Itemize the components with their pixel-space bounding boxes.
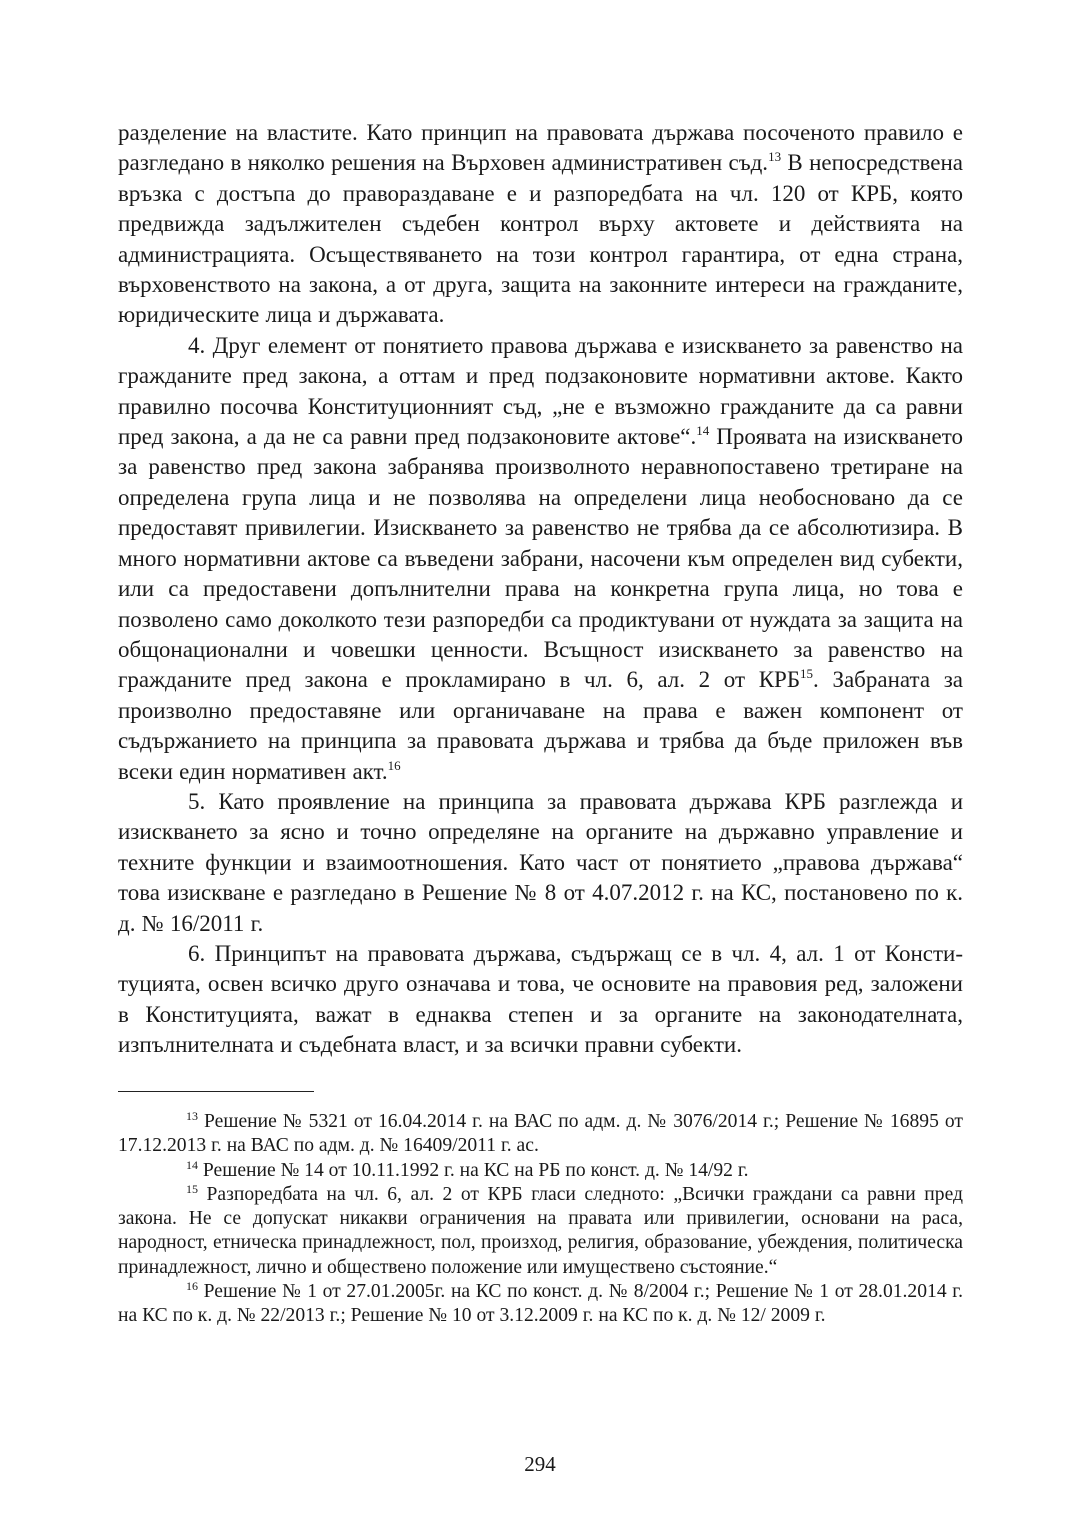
paragraph-4: 4. Друг елемент от понятието правова държава е изискването за равенство на гражданите пред закона, а оттам и пред подзаконовите нормативни актове. Както правилно посочва Конституционният съд, „не е възможно гражданите да са равни пред закона, а да не са равни пред подзаконовите актове“.$^{14}$ Проявата на изискването за равенство пред закона забранява произволното неравнопоставено третиране на определена група лица и не позволява на определени лица необосновано да се предоставят привилегии. Изискването за равенство не трябва да се абсолютизира. В много нормативни актове са въведени забрани, насочени към определен вид субекти, или са предоставени допълнителни права на конкретна група лица, но това е позволено само доколкото тези разпоредби са продиктувани от нуждата за защита на общонационални и човешки ценности. Всъщност изискването за равенство на гражданите пред закона е прокламирано в чл. 6, ал. 2 от КРБ$^{15}$. Забраната за произволно предоставяне или органичаване на права е важен компонент от съдържанието на принципа за правовата държава и трябва да бъде приложен във всеки един нормативен акт.$^{16}$ (118, 332, 963, 784)
footnotes (118, 1110, 963, 1329)
footnote-separator (118, 1091, 314, 1092)
footnote-ref-16[interactable]: 16 (387, 757, 401, 773)
main-text (118, 118, 963, 1061)
footnote-ref-13[interactable]: 13 (768, 149, 782, 165)
footnote-14: $^{14}$ Решение № 14 от 10.11.1992 г. на КС на РБ по конст. д. № 14/92 г. (186, 1157, 749, 1181)
footnote-13: $^{13}$ Решение № 5321 от 16.04.2014 г. на ВАС по адм. д. № 3076/2014 г.; Решение № 16895 от 17.12.2013 г. на ВАС по адм. д. № 16409/2011 г. ас. (118, 1109, 963, 1157)
paragraph-5: 5. Като проявление на принципа за правовата държава КРБ разглежда и изискването за ясно и точно определяне на органите на държавно управление и техните функции и взаимоотношения. Като част от понятието „правова държава“ това изискване е разгледано в Решение № 8 от 4.07.2012 г. на КС, постановено по к. д. № 16/2011 г. (118, 788, 963, 936)
footnote-16: $^{16}$ Решение № 1 от 27.01.2005г. на КС по конст. д. № 8/2004 г.; Решение № 1 от 28.01.2014 г. на КС по к. д. № 22/2013 г.; Решение № 10 от 3.12.2009 г. на КС по к. д. № 12/ 2009 г. (118, 1279, 963, 1327)
footnote-ref-14[interactable]: 14 (696, 423, 710, 439)
footnote-15: $^{15}$ Разпоредбата на чл. 6, ал. 2 от КРБ гласи следното: „Всички граждани са равни пред закона. Не се допускат никакви ограничения на правата или привилегии, основани на раса, народност, етническа принадлежност, пол, произход, религия, образование, убеждения, политическа принадлежност, лично и обществено положение или имуществено състояние.“ (118, 1181, 963, 1278)
paragraph-6: 6. Принципът на правовата държава, съдържащ се в чл. 4, ал. 1 от Конституцията, освен всичко друго означава и това, че основите на правовия ред, заложени в Конституцията, важат в еднаква степен и за органите на законодателната, изпълнителната и съдебната власт, и за всички правни субекти. (118, 940, 963, 1058)
paragraph-3-continued: разделение на властите. Като принцип на правовата държава посоченото правило е разгледано в няколко решения на Върховен административен съд.$^{13}$ В непосредствена връзка с достъпа до правораздаване е и разпоредбата на чл. 120 от КРБ, която предвижда задължителен съдебен контрол върху актовете и действията на администрацията. Осъществяването на този контрол гарантира, от една страна, върховенството на закона, а от друга, защита на законните интереси на гражданите, юридическите лица и държавата. (118, 120, 963, 328)
footnote-ref-15[interactable]: 15 (800, 666, 814, 682)
page-number: 294 (524, 1452, 556, 1476)
